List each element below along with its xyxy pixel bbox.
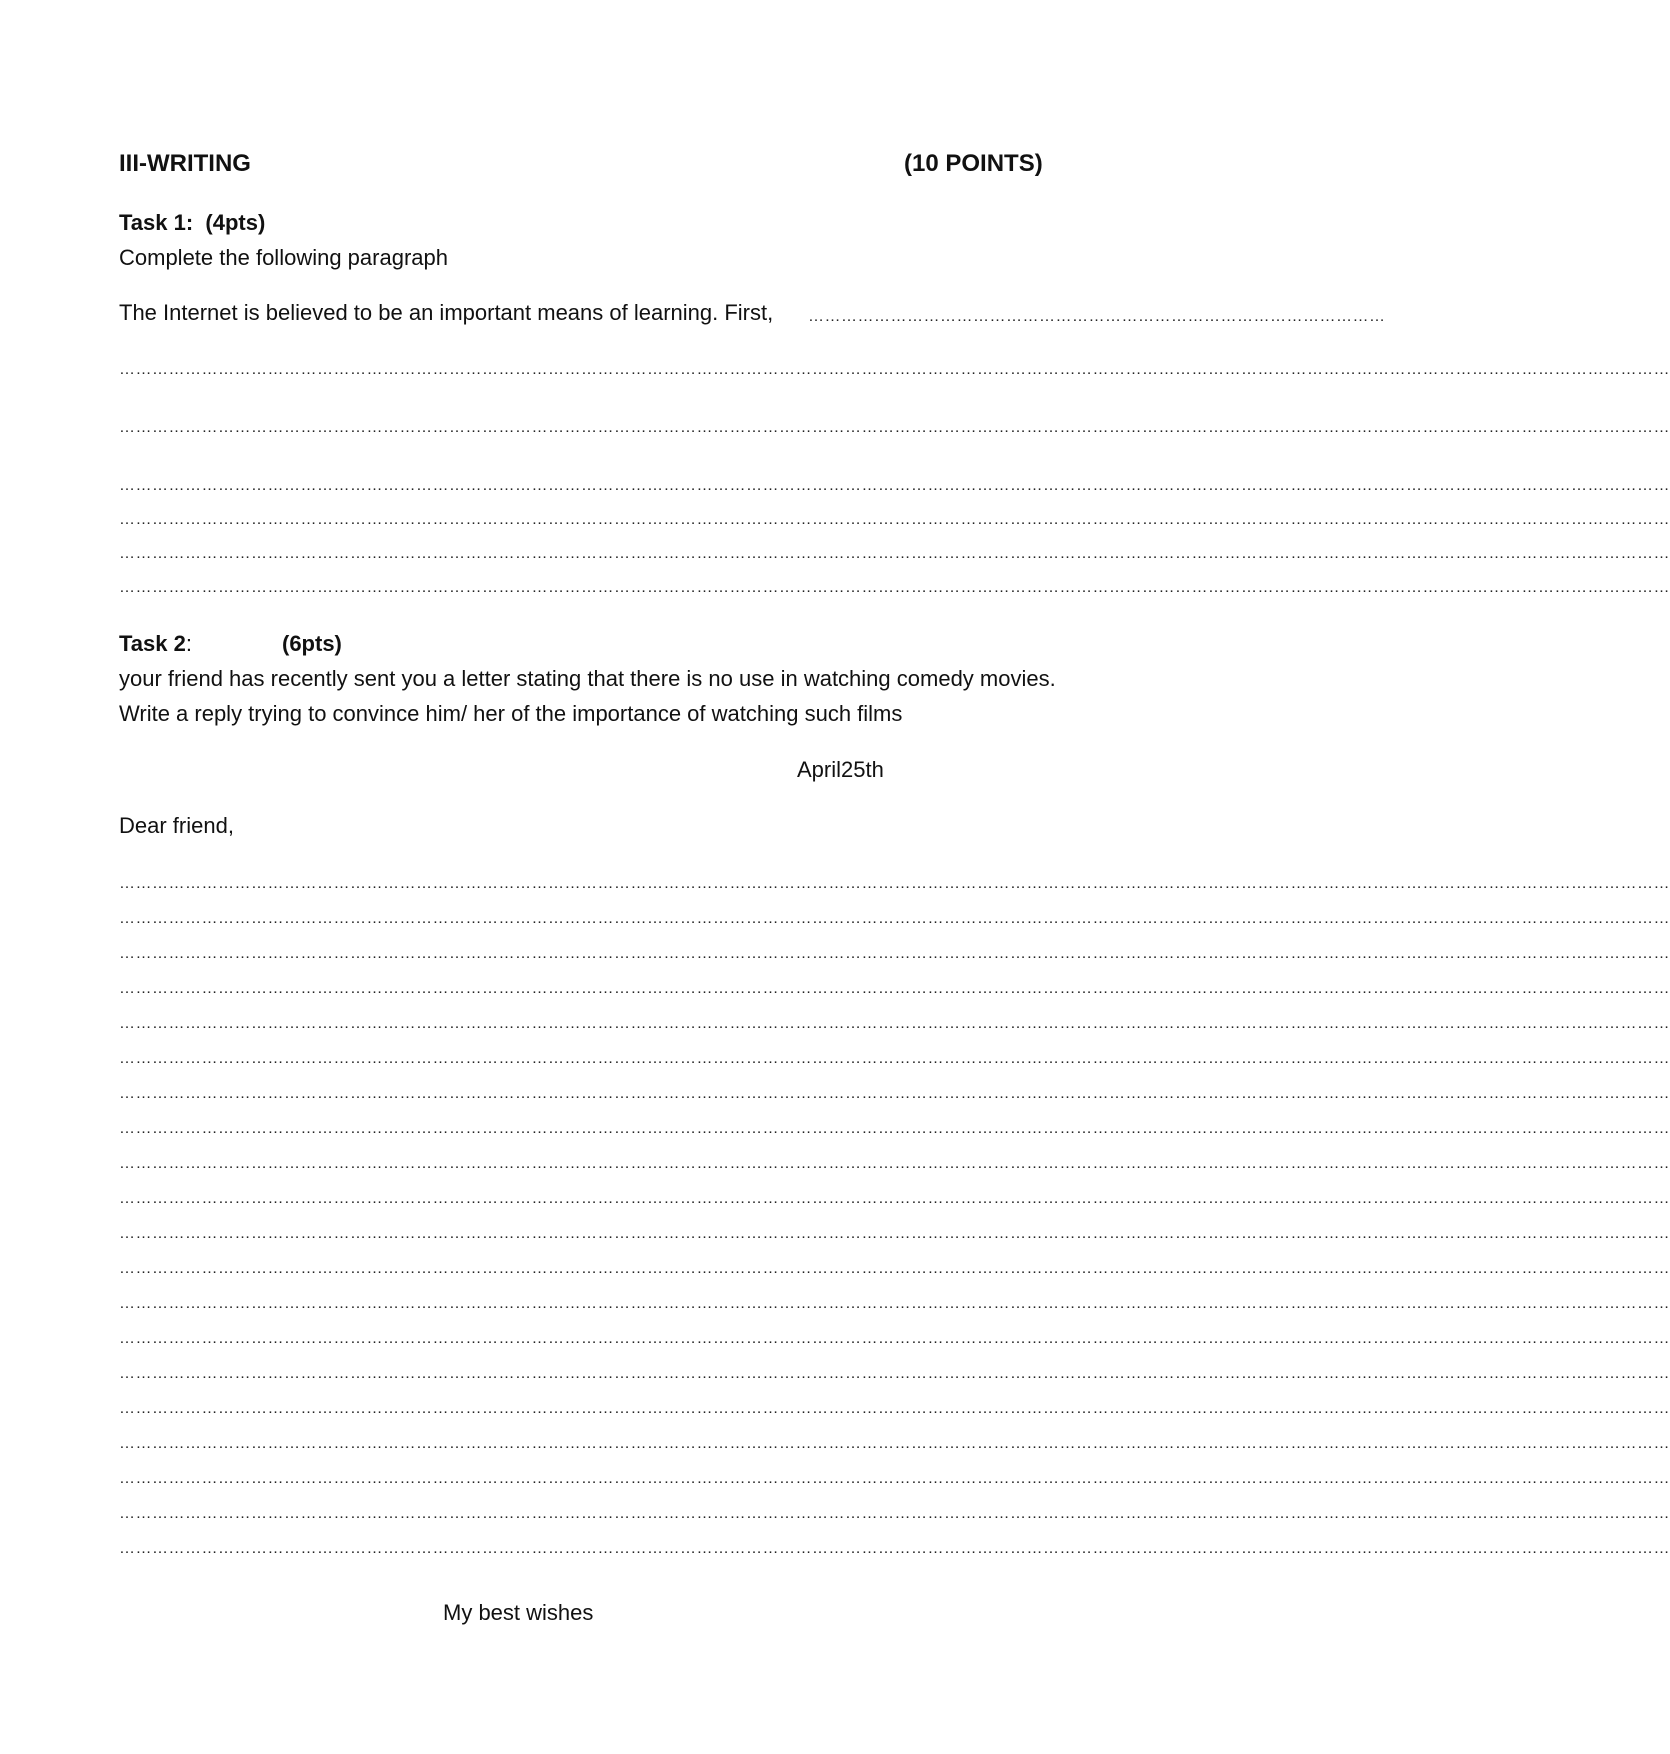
task2-colon: : (185, 631, 192, 656)
task1-label: Task 1: (119, 210, 194, 235)
task1-instruction: Complete the following paragraph (119, 245, 448, 270)
letter-answer-line[interactable]: ………………………………………………………………………………………………………………………………………………………………………………………………………………………………………………………… (119, 980, 1670, 997)
letter-answer-line[interactable]: ………………………………………………………………………………………………………………………………………………………………………………………………………………………………………………………… (119, 945, 1670, 962)
letter-answer-line[interactable]: ………………………………………………………………………………………………………………………………………………………………………………………………………………………………………………………… (119, 1435, 1670, 1452)
letter-answer-line[interactable]: ………………………………………………………………………………………………………………………………………………………………………………………………………………………………………………………… (119, 1260, 1670, 1277)
letter-answer-line[interactable]: ………………………………………………………………………………………………………………………………………………………………………………………………………………………………………………………… (119, 1190, 1670, 1207)
task1-prompt-blank[interactable]: …………………………………………………………………………………………… (808, 308, 1386, 325)
letter-answer-line[interactable]: ………………………………………………………………………………………………………………………………………………………………………………………………………………………………………………………… (119, 875, 1670, 892)
letter-answer-line[interactable]: ………………………………………………………………………………………………………………………………………………………………………………………………………………………………………………………… (119, 1225, 1670, 1242)
letter-greeting: Dear friend, (119, 813, 234, 838)
section-points: (10 POINTS) (904, 150, 1043, 177)
task1-answer-line[interactable]: ………………………………………………………………………………………………………………………………………………………………………………………………………………………………………………………… (119, 545, 1670, 562)
task2-instruction-line2: Write a reply trying to convince him/ her of the importance of watching such films (119, 701, 903, 726)
letter-answer-line[interactable]: ………………………………………………………………………………………………………………………………………………………………………………………………………………………………………………………… (119, 1295, 1670, 1312)
letter-answer-line[interactable]: ………………………………………………………………………………………………………………………………………………………………………………………………………………………………………………………… (119, 1330, 1670, 1347)
task2-points: (6pts) (282, 631, 342, 656)
task1-answer-line[interactable]: ………………………………………………………………………………………………………………………………………………………………………………………………………………………………………………………… (119, 419, 1670, 436)
letter-closing: My best wishes (443, 1600, 594, 1625)
section-title: III-WRITING (119, 150, 251, 177)
letter-answer-line[interactable]: ………………………………………………………………………………………………………………………………………………………………………………………………………………………………………………………… (119, 910, 1670, 927)
letter-answer-line[interactable]: ………………………………………………………………………………………………………………………………………………………………………………………………………………………………………………………… (119, 1470, 1670, 1487)
task1-points: (4pts) (205, 210, 266, 235)
letter-answer-line[interactable]: ………………………………………………………………………………………………………………………………………………………………………………………………………………………………………………………… (119, 1155, 1670, 1172)
letter-answer-line[interactable]: ………………………………………………………………………………………………………………………………………………………………………………………………………………………………………………………… (119, 1085, 1670, 1102)
task1-prompt: The Internet is believed to be an important means of learning. First, (119, 300, 774, 325)
task2-label: Task 2 (119, 631, 186, 656)
letter-date: April25th (797, 757, 884, 782)
letter-answer-line[interactable]: ………………………………………………………………………………………………………………………………………………………………………………………………………………………………………………………… (119, 1400, 1670, 1417)
task1-answer-line[interactable]: ………………………………………………………………………………………………………………………………………………………………………………………………………………………………………………………… (119, 579, 1670, 596)
letter-answer-line[interactable]: ………………………………………………………………………………………………………………………………………………………………………………………………………………………………………………………… (119, 1365, 1670, 1382)
task2-heading (119, 631, 192, 657)
letter-answer-line[interactable]: ………………………………………………………………………………………………………………………………………………………………………………………………………………………………………………………… (119, 1050, 1670, 1067)
task1-answer-line[interactable]: ………………………………………………………………………………………………………………………………………………………………………………………………………………………………………………………… (119, 511, 1670, 528)
letter-answer-line[interactable]: ………………………………………………………………………………………………………………………………………………………………………………………………………………………………………………………… (119, 1540, 1670, 1557)
letter-answer-line[interactable]: ………………………………………………………………………………………………………………………………………………………………………………………………………………………………………………………… (119, 1505, 1670, 1522)
task1-answer-line[interactable]: ………………………………………………………………………………………………………………………………………………………………………………………………………………………………………………………… (119, 361, 1670, 378)
letter-answer-line[interactable]: ………………………………………………………………………………………………………………………………………………………………………………………………………………………………………………………… (119, 1120, 1670, 1137)
task1-answer-line[interactable]: ………………………………………………………………………………………………………………………………………………………………………………………………………………………………………………………… (119, 477, 1670, 494)
task2-instruction-line1: your friend has recently sent you a letter stating that there is no use in watching comedy movies. (119, 666, 1056, 691)
task1-heading (119, 210, 265, 236)
letter-answer-line[interactable]: ………………………………………………………………………………………………………………………………………………………………………………………………………………………………………………………… (119, 1015, 1670, 1032)
